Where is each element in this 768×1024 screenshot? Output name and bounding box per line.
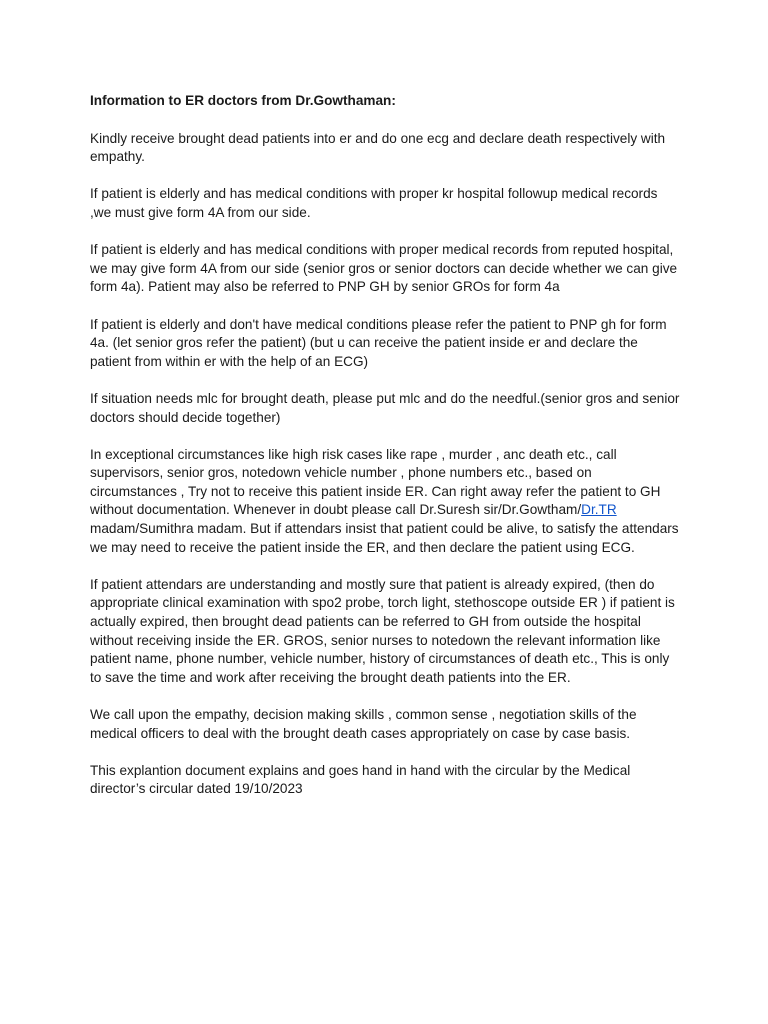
- paragraph-exceptional-circumstances: [90, 446, 682, 558]
- paragraph-exceptional-text-after-link: madam/Sumithra madam. But if attendars insist that patient could be alive, to satisfy the attendars we may need to receive the patient inside the ER, and then declare the patient using ECG.: [90, 521, 679, 555]
- paragraph-reputed-hospital-records: If patient is elderly and has medical conditions with proper medical records from reputed hospital, we may give form 4A from our side (senior gros or senior doctors can decide whether we can give form 4a). Patient may also be referred to PNP GH by senior GROs for form 4a: [90, 242, 678, 295]
- paragraph-kr-hospital-records: If patient is elderly and has medical conditions with proper kr hospital followup medical records ,we must give form 4A from our side.: [90, 186, 658, 220]
- paragraph-circular-reference: This explantion document explains and goes hand in hand with the circular by the Medical director’s circular dated 19/10/2023: [90, 762, 631, 797]
- paragraph-receive-brought-dead: Kindly receive brought dead patients into er and do one ecg and declare death respectively with empathy.: [90, 130, 666, 165]
- document-title: Information to ER doctors from Dr.Gowthaman:: [90, 93, 396, 108]
- paragraph-mlc: If situation needs mlc for brought death, please put mlc and do the needful.(senior gros and senior doctors should decide together): [90, 390, 680, 425]
- document-page: [90, 92, 682, 818]
- paragraph-no-medical-conditions: If patient is elderly and don't have medical conditions please refer the patient to PNP gh for form 4a. (let senior gros refer the patient) (but u can receive the patient inside er and declare the patient from within er with the help of an ECG): [90, 316, 667, 369]
- paragraph-empathy-skills: We call upon the empathy, decision making skills , common sense , negotiation skills of the medical officers to deal with the brought death cases appropriately on case by case basis.: [90, 707, 637, 741]
- paragraph-attendars-understanding: If patient attendars are understanding and mostly sure that patient is already expired, (then do appropriate clinical examination with spo2 probe, torch light, stethoscope outside ER ) if patient is actually expired, then brought dead patients can be referred to GH from outside the hospital without receiving inside the ER. GROS, senior nurses to notedown the relevant information like patient name, phone number, vehicle number, history of circumstances of death etc., This is only to save the time and work after receiving the brought death patients into the ER.: [90, 576, 675, 685]
- dr-tr-link[interactable]: Dr.TR: [581, 502, 617, 518]
- paragraph-exceptional-text-before-link: In exceptional circumstances like high risk cases like rape , murder , anc death etc., call supervisors, senior gros, notedown vehicle number , phone numbers etc., based on circumstances , Try not to receive this patient inside ER. Can right away refer the patient to GH without documentation. Whenever in doubt please call Dr.Suresh sir/Dr.Gowtham/: [90, 446, 661, 518]
